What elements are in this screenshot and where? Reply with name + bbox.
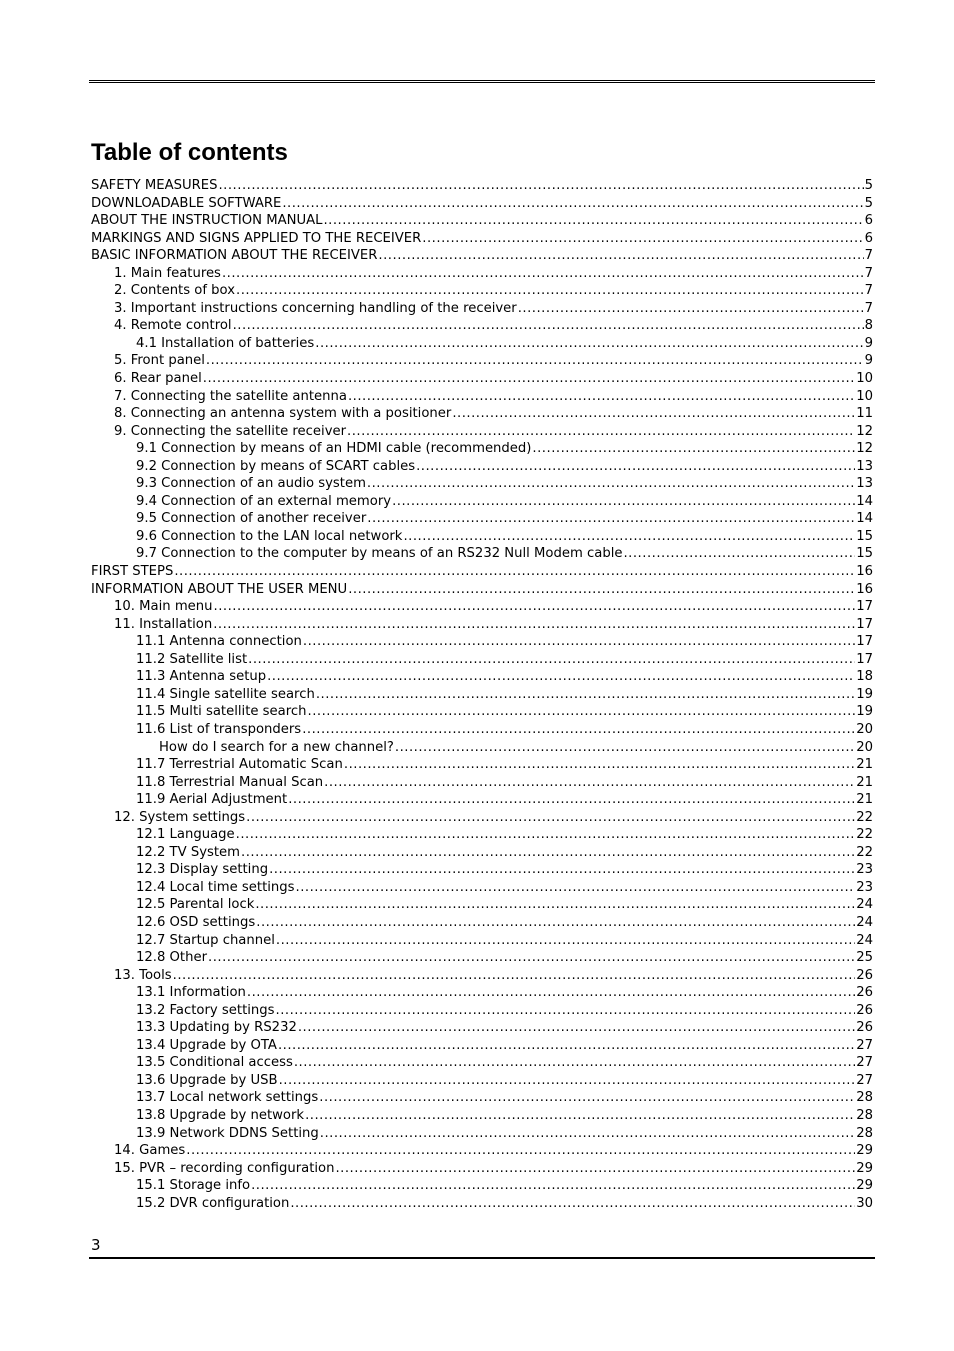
toc-entry-label: DOWNLOADABLE SOFTWARE [91,195,282,211]
toc-entry[interactable] [91,914,873,932]
toc-entry-page: 14 [856,493,873,509]
toc-dot-leader [222,265,864,283]
toc-entry-page: 24 [856,932,873,948]
toc-entry-label: 12. System settings [114,809,246,825]
toc-entry[interactable] [91,721,873,739]
toc-entry[interactable] [91,335,873,353]
toc-entry[interactable] [91,300,873,318]
toc-entry[interactable] [91,212,873,230]
toc-entry[interactable] [91,1177,873,1195]
toc-dot-leader [378,247,863,265]
toc-entry-page: 23 [856,879,873,895]
toc-dot-leader [173,967,856,985]
toc-entry[interactable] [91,967,873,985]
toc-entry-page: 17 [856,616,873,632]
toc-dot-leader [308,703,856,721]
toc-dot-leader [294,1054,855,1072]
toc-dot-leader [248,651,855,669]
toc-entry-page: 12 [856,441,873,457]
toc-entry-page: 26 [856,985,873,1001]
toc-dot-leader [206,352,864,370]
toc-entry-page: 7 [864,248,873,264]
toc-dot-leader [282,195,863,213]
toc-entry[interactable] [91,352,873,370]
toc-entry[interactable] [91,1072,873,1090]
toc-dot-leader [214,598,856,616]
toc-dot-leader [623,545,855,563]
toc-dot-leader [518,300,864,318]
toc-entry-label: 13.4 Upgrade by OTA [136,1037,277,1053]
toc-entry-label: 9.1 Connection by means of an HDMI cable (recommended) [136,441,532,457]
toc-entry-label: 11.8 Terrestrial Manual Scan [136,774,324,790]
footer-rule [89,1257,875,1259]
toc-entry-label: 13.6 Upgrade by USB [136,1072,278,1088]
toc-entry-label: 13.3 Updating by RS232 [136,1020,297,1036]
toc-entry[interactable] [91,405,873,423]
toc-entry-page: 28 [856,1107,873,1123]
toc-entry-page: 26 [856,967,873,983]
toc-entry-label: 15.1 Storage info [136,1178,251,1194]
toc-entry[interactable] [91,686,873,704]
toc-entry-label: 13.7 Local network settings [136,1090,319,1106]
toc-entry[interactable] [91,861,873,879]
toc-entry-label: 7. Connecting the satellite antenna [114,388,347,404]
toc-entry-page: 24 [856,914,873,930]
toc-entry[interactable] [91,616,873,634]
toc-entry-page: 15 [856,528,873,544]
toc-entry-page: 9 [864,335,873,351]
toc-entry[interactable] [91,493,873,511]
toc-dot-leader [255,896,855,914]
toc-entry[interactable] [91,230,873,248]
toc-entry[interactable] [91,282,873,300]
toc-entry[interactable] [91,423,873,441]
toc-entry[interactable] [91,265,873,283]
toc-entry[interactable] [91,195,873,213]
toc-entry[interactable] [91,598,873,616]
toc-entry-label: 13.8 Upgrade by network [136,1107,305,1123]
toc-entry-page: 21 [856,792,873,808]
toc-entry[interactable] [91,1125,873,1143]
toc-entry-page: 27 [856,1037,873,1053]
toc-entry-page: 11 [856,406,873,422]
toc-entry-page: 6 [864,230,873,246]
toc-dot-leader [319,1089,855,1107]
toc-entry-page: 28 [856,1125,873,1141]
toc-entry-label: 4. Remote control [114,318,232,334]
page-number: 3 [91,1236,101,1254]
toc-dot-leader [344,756,855,774]
header-rule [89,80,875,83]
toc-dot-leader [251,1177,855,1195]
toc-dot-leader [347,423,855,441]
toc-dot-leader [186,1142,855,1160]
toc-entry-page: 29 [856,1160,873,1176]
toc-entry-label: 12.6 OSD settings [136,914,256,930]
toc-entry-page: 6 [864,213,873,229]
toc-entry-page: 21 [856,774,873,790]
toc-entry[interactable] [91,949,873,967]
toc-dot-leader [315,335,863,353]
toc-dot-leader [256,914,855,932]
toc-entry-label: 11.6 List of transponders [136,721,302,737]
toc-entry[interactable] [91,651,873,669]
toc-entry-label: 9.2 Connection by means of SCART cables [136,458,416,474]
toc-entry-page: 16 [856,581,873,597]
toc-dot-leader [316,686,855,704]
toc-entry[interactable] [91,247,873,265]
toc-entry[interactable] [91,739,873,757]
toc-entry-label: 9.3 Connection of an audio system [136,476,366,492]
toc-entry[interactable] [91,510,873,528]
toc-dot-leader [324,774,855,792]
toc-entry-page: 23 [856,862,873,878]
toc-entry-page: 26 [856,1020,873,1036]
toc-entry-page: 8 [864,318,873,334]
toc-dot-leader [348,388,855,406]
toc-dot-leader [213,616,855,634]
toc-dot-leader [302,721,855,739]
toc-entry-page: 9 [864,353,873,369]
toc-dot-leader [246,809,855,827]
toc-dot-leader [532,440,855,458]
toc-dot-leader [367,510,855,528]
toc-entry[interactable] [91,1160,873,1178]
toc-entry[interactable] [91,545,873,563]
toc-dot-leader [208,949,855,967]
toc-entry-page: 27 [856,1072,873,1088]
toc-entry-label: How do I search for a new channel? [159,739,394,755]
toc-entry[interactable] [91,1019,873,1037]
toc-dot-leader [278,1037,855,1055]
toc-entry[interactable] [91,528,873,546]
toc-entry-page: 15 [856,546,873,562]
toc-entry-label: 11.9 Aerial Adjustment [136,792,288,808]
toc-dot-leader [367,475,855,493]
toc-entry-label: 6. Rear panel [114,371,202,387]
toc-dot-leader [241,844,855,862]
toc-dot-leader [395,739,855,757]
toc-entry-label: 8. Connecting an antenna system with a positioner [114,406,452,422]
toc-entry-page: 25 [856,950,873,966]
toc-entry[interactable] [91,1089,873,1107]
toc-entry-label: 13. Tools [114,967,172,983]
toc-entry-label: 13.1 Information [136,985,246,1001]
toc-entry-page: 17 [856,599,873,615]
toc-dot-leader [403,528,855,546]
toc-dot-leader [305,1107,855,1125]
toc-entry-page: 17 [856,651,873,667]
toc-entry-page: 7 [864,300,873,316]
toc-entry[interactable] [91,896,873,914]
toc-entry-page: 30 [856,1195,873,1211]
page-title: Table of contents [91,139,288,166]
toc-entry[interactable] [91,668,873,686]
toc-entry[interactable] [91,844,873,862]
toc-entry-label: 12.5 Parental lock [136,897,255,913]
toc-entry-label: 11.7 Terrestrial Automatic Scan [136,757,343,773]
toc-entry-label: 13.9 Network DDNS Setting [136,1125,319,1141]
toc-dot-leader [218,177,863,195]
toc-entry[interactable] [91,1037,873,1055]
toc-entry[interactable] [91,1142,873,1160]
toc-entry-page: 17 [856,634,873,650]
toc-entry-label: 9.6 Connection to the LAN local network [136,528,403,544]
toc-dot-leader [247,984,855,1002]
toc-entry-label: 3. Important instructions concerning handling of the receiver [114,300,517,316]
toc-dot-leader [269,861,855,879]
toc-entry-label: 12.2 TV System [136,844,240,860]
toc-entry[interactable] [91,879,873,897]
toc-entry-page: 5 [864,195,873,211]
toc-dot-leader [335,1160,855,1178]
toc-dot-leader [392,493,855,511]
toc-entry-page: 18 [856,669,873,685]
toc-entry[interactable] [91,317,873,335]
toc-dot-leader [288,791,855,809]
toc-entry-page: 27 [856,1055,873,1071]
toc-dot-leader [203,370,855,388]
toc-entry-label: 4.1 Installation of batteries [136,335,315,351]
toc-entry-page: 24 [856,897,873,913]
toc-entry-label: 9.4 Connection of an external memory [136,493,392,509]
toc-entry-label: 11.4 Single satellite search [136,686,315,702]
toc-entry[interactable] [91,370,873,388]
toc-dot-leader [298,1019,855,1037]
toc-entry-label: 11.2 Satellite list [136,651,248,667]
toc-entry-label: SAFETY MEASURES [91,178,218,193]
toc-entry-label: 10. Main menu [114,599,213,615]
toc-entry-page: 16 [856,564,873,580]
toc-entry[interactable] [91,440,873,458]
toc-dot-leader [303,633,855,651]
toc-entry-label: 13.5 Conditional access [136,1055,293,1071]
toc-entry-label: INFORMATION ABOUT THE USER MENU [91,581,348,597]
toc-entry-label: ABOUT THE INSTRUCTION MANUAL [91,213,323,229]
toc-dot-leader [422,230,863,248]
toc-entry-label: BASIC INFORMATION ABOUT THE RECEIVER [91,248,378,264]
toc-entry-label: 12.8 Other [136,950,207,966]
toc-entry-page: 14 [856,511,873,527]
toc-entry-label: 14. Games [114,1143,186,1159]
toc-entry-page: 21 [856,757,873,773]
toc-entry-label: 12.3 Display setting [136,862,269,878]
toc-entry[interactable] [91,756,873,774]
toc-entry-label: 13.2 Factory settings [136,1002,275,1018]
toc-entry-page: 29 [856,1143,873,1159]
toc-entry-label: 11.5 Multi satellite search [136,704,307,720]
toc-entry[interactable] [91,177,873,195]
toc-entry-label: 11.3 Antenna setup [136,669,267,685]
toc-entry[interactable] [91,475,873,493]
toc-entry-label: 15. PVR – recording configuration [114,1160,335,1176]
toc-dot-leader [236,282,864,300]
toc-dot-leader [323,212,863,230]
toc-entry[interactable] [91,563,873,581]
toc-entry-page: 10 [856,371,873,387]
toc-entry-page: 26 [856,1002,873,1018]
toc-entry[interactable] [91,809,873,827]
toc-entry[interactable] [91,932,873,950]
toc-entry[interactable] [91,1107,873,1125]
toc-entry-page: 19 [856,686,873,702]
toc-entry[interactable] [91,1002,873,1020]
toc-entry-page: 19 [856,704,873,720]
toc-entry-page: 22 [856,844,873,860]
toc-entry-page: 12 [856,423,873,439]
toc-entry-page: 20 [856,721,873,737]
toc-entry[interactable] [91,826,873,844]
toc-entry-label: 9.7 Connection to the computer by means of an RS232 Null Modem cable [136,546,623,562]
toc-entry-page: 22 [856,809,873,825]
toc-entry-label: 11.1 Antenna connection [136,634,302,650]
toc-dot-leader [452,405,855,423]
toc-entry[interactable] [91,581,873,599]
toc-dot-leader [236,826,856,844]
toc-entry-label: 15.2 DVR configuration [136,1195,290,1211]
toc-entry-page: 13 [856,476,873,492]
toc-entry-label: 5. Front panel [114,353,205,369]
toc-entry-page: 20 [856,739,873,755]
toc-entry-page: 5 [864,178,873,193]
toc-entry-label: 1. Main features [114,265,221,281]
toc-entry-page: 13 [856,458,873,474]
toc-entry-page: 22 [856,827,873,843]
toc-dot-leader [276,932,855,950]
toc-dot-leader [279,1072,856,1090]
toc-entry[interactable] [91,984,873,1002]
toc-entry[interactable] [91,633,873,651]
toc-dot-leader [320,1125,855,1143]
toc-entry-label: FIRST STEPS [91,564,174,580]
toc-entry[interactable] [91,1195,873,1213]
toc-entry[interactable] [91,1054,873,1072]
toc-entry-label: 9.5 Connection of another receiver [136,511,367,527]
table-of-contents [91,177,873,1212]
toc-entry-label: 2. Contents of box [114,283,236,299]
toc-entry[interactable] [91,774,873,792]
toc-dot-leader [276,1002,856,1020]
toc-entry-label: MARKINGS AND SIGNS APPLIED TO THE RECEIVER [91,230,422,246]
toc-entry-page: 10 [856,388,873,404]
toc-entry[interactable] [91,388,873,406]
toc-entry-label: 11. Installation [114,616,213,632]
toc-entry-page: 28 [856,1090,873,1106]
toc-entry[interactable] [91,458,873,476]
toc-dot-leader [348,581,855,599]
toc-entry-page: 7 [864,283,873,299]
toc-dot-leader [296,879,856,897]
toc-dot-leader [233,317,864,335]
toc-dot-leader [290,1195,855,1213]
toc-entry-label: 12.1 Language [136,827,235,843]
toc-dot-leader [416,458,855,476]
toc-dot-leader [267,668,855,686]
toc-entry[interactable] [91,703,873,721]
toc-entry-page: 7 [864,265,873,281]
toc-entry[interactable] [91,791,873,809]
toc-entry-label: 12.4 Local time settings [136,879,295,895]
toc-entry-label: 12.7 Startup channel [136,932,275,948]
toc-entry-page: 29 [856,1178,873,1194]
toc-dot-leader [174,563,855,581]
toc-entry-label: 9. Connecting the satellite receiver [114,423,347,439]
